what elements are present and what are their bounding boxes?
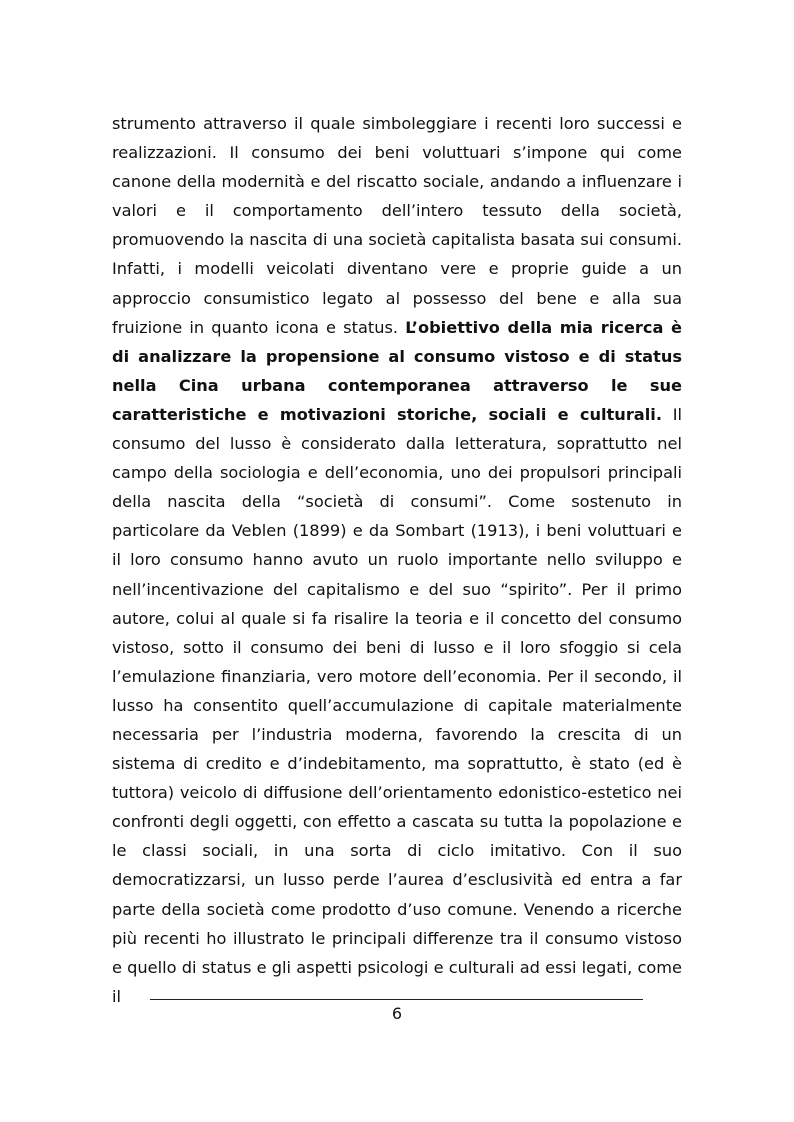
paragraph-bold-statement: L’obiettivo della mia ricerca è di analizzare la propensione al consumo vistoso e di status nella Cina urbana contemporanea attraverso le sue caratteristiche e motivazioni storiche, sociali e culturali. xyxy=(112,317,682,424)
footer-divider xyxy=(150,999,643,1000)
paragraph-text-before: strumento attraverso il quale simboleggiare i recenti loro successi e realizzazioni. Il consumo dei beni voluttuari s’impone qui come canone della modernità e del riscatto sociale, andando a influenzare i valori e il comportamento dell’intero tessuto della società, promuovendo la nascita di una società capitalista basata sui consumi. Infatti, i modelli veicolati diventano vere e proprie guide a un approccio consumistico legato al possesso del bene e alla sua fruizione in quanto icona e status. xyxy=(112,114,682,337)
body-paragraph xyxy=(112,109,682,1011)
paragraph-text-after: Il consumo del lusso è considerato dalla letteratura, soprattutto nel campo della sociologia e dell’economia, uno dei propulsori principali della nascita della “società di consumi”. Come sostenuto in particolare da Veblen (1899) e da Sombart (1913), i beni voluttuari e il loro consumo hanno avuto un ruolo importante nello sviluppo e nell’incentivazione del capitalismo e del suo “spirito”. Per il primo autore, colui al quale si fa risalire la teoria e il concetto del consumo vistoso, sotto il consumo dei beni di lusso e il loro sfoggio si cela l’emulazione finanziaria, vero motore dell’economia. Per il secondo, il lusso ha consentito quell’accumulazione di capitale materialmente necessaria per l’industria moderna, favorendo la crescita di un sistema di credito e d’indebitamento, ma soprattutto, è stato (ed è tuttora) veicolo di diffusione dell’orientamento edonistico-estetico nei confronti degli oggetti, con effetto a cascata su tutta la popolazione e le classi sociali, in una sorta di ciclo imitativo. Con il suo democratizzarsi, un lusso perde l’aurea d’esclusività ed entra a far parte della società come prodotto d’uso comune. Venendo a ricerche più recenti ho illustrato le principali differenze tra il consumo vistoso e quello di status e gli aspetti psicologi e culturali ad essi legati, come il xyxy=(112,404,682,1006)
page-number: 6 xyxy=(391,1004,403,1023)
